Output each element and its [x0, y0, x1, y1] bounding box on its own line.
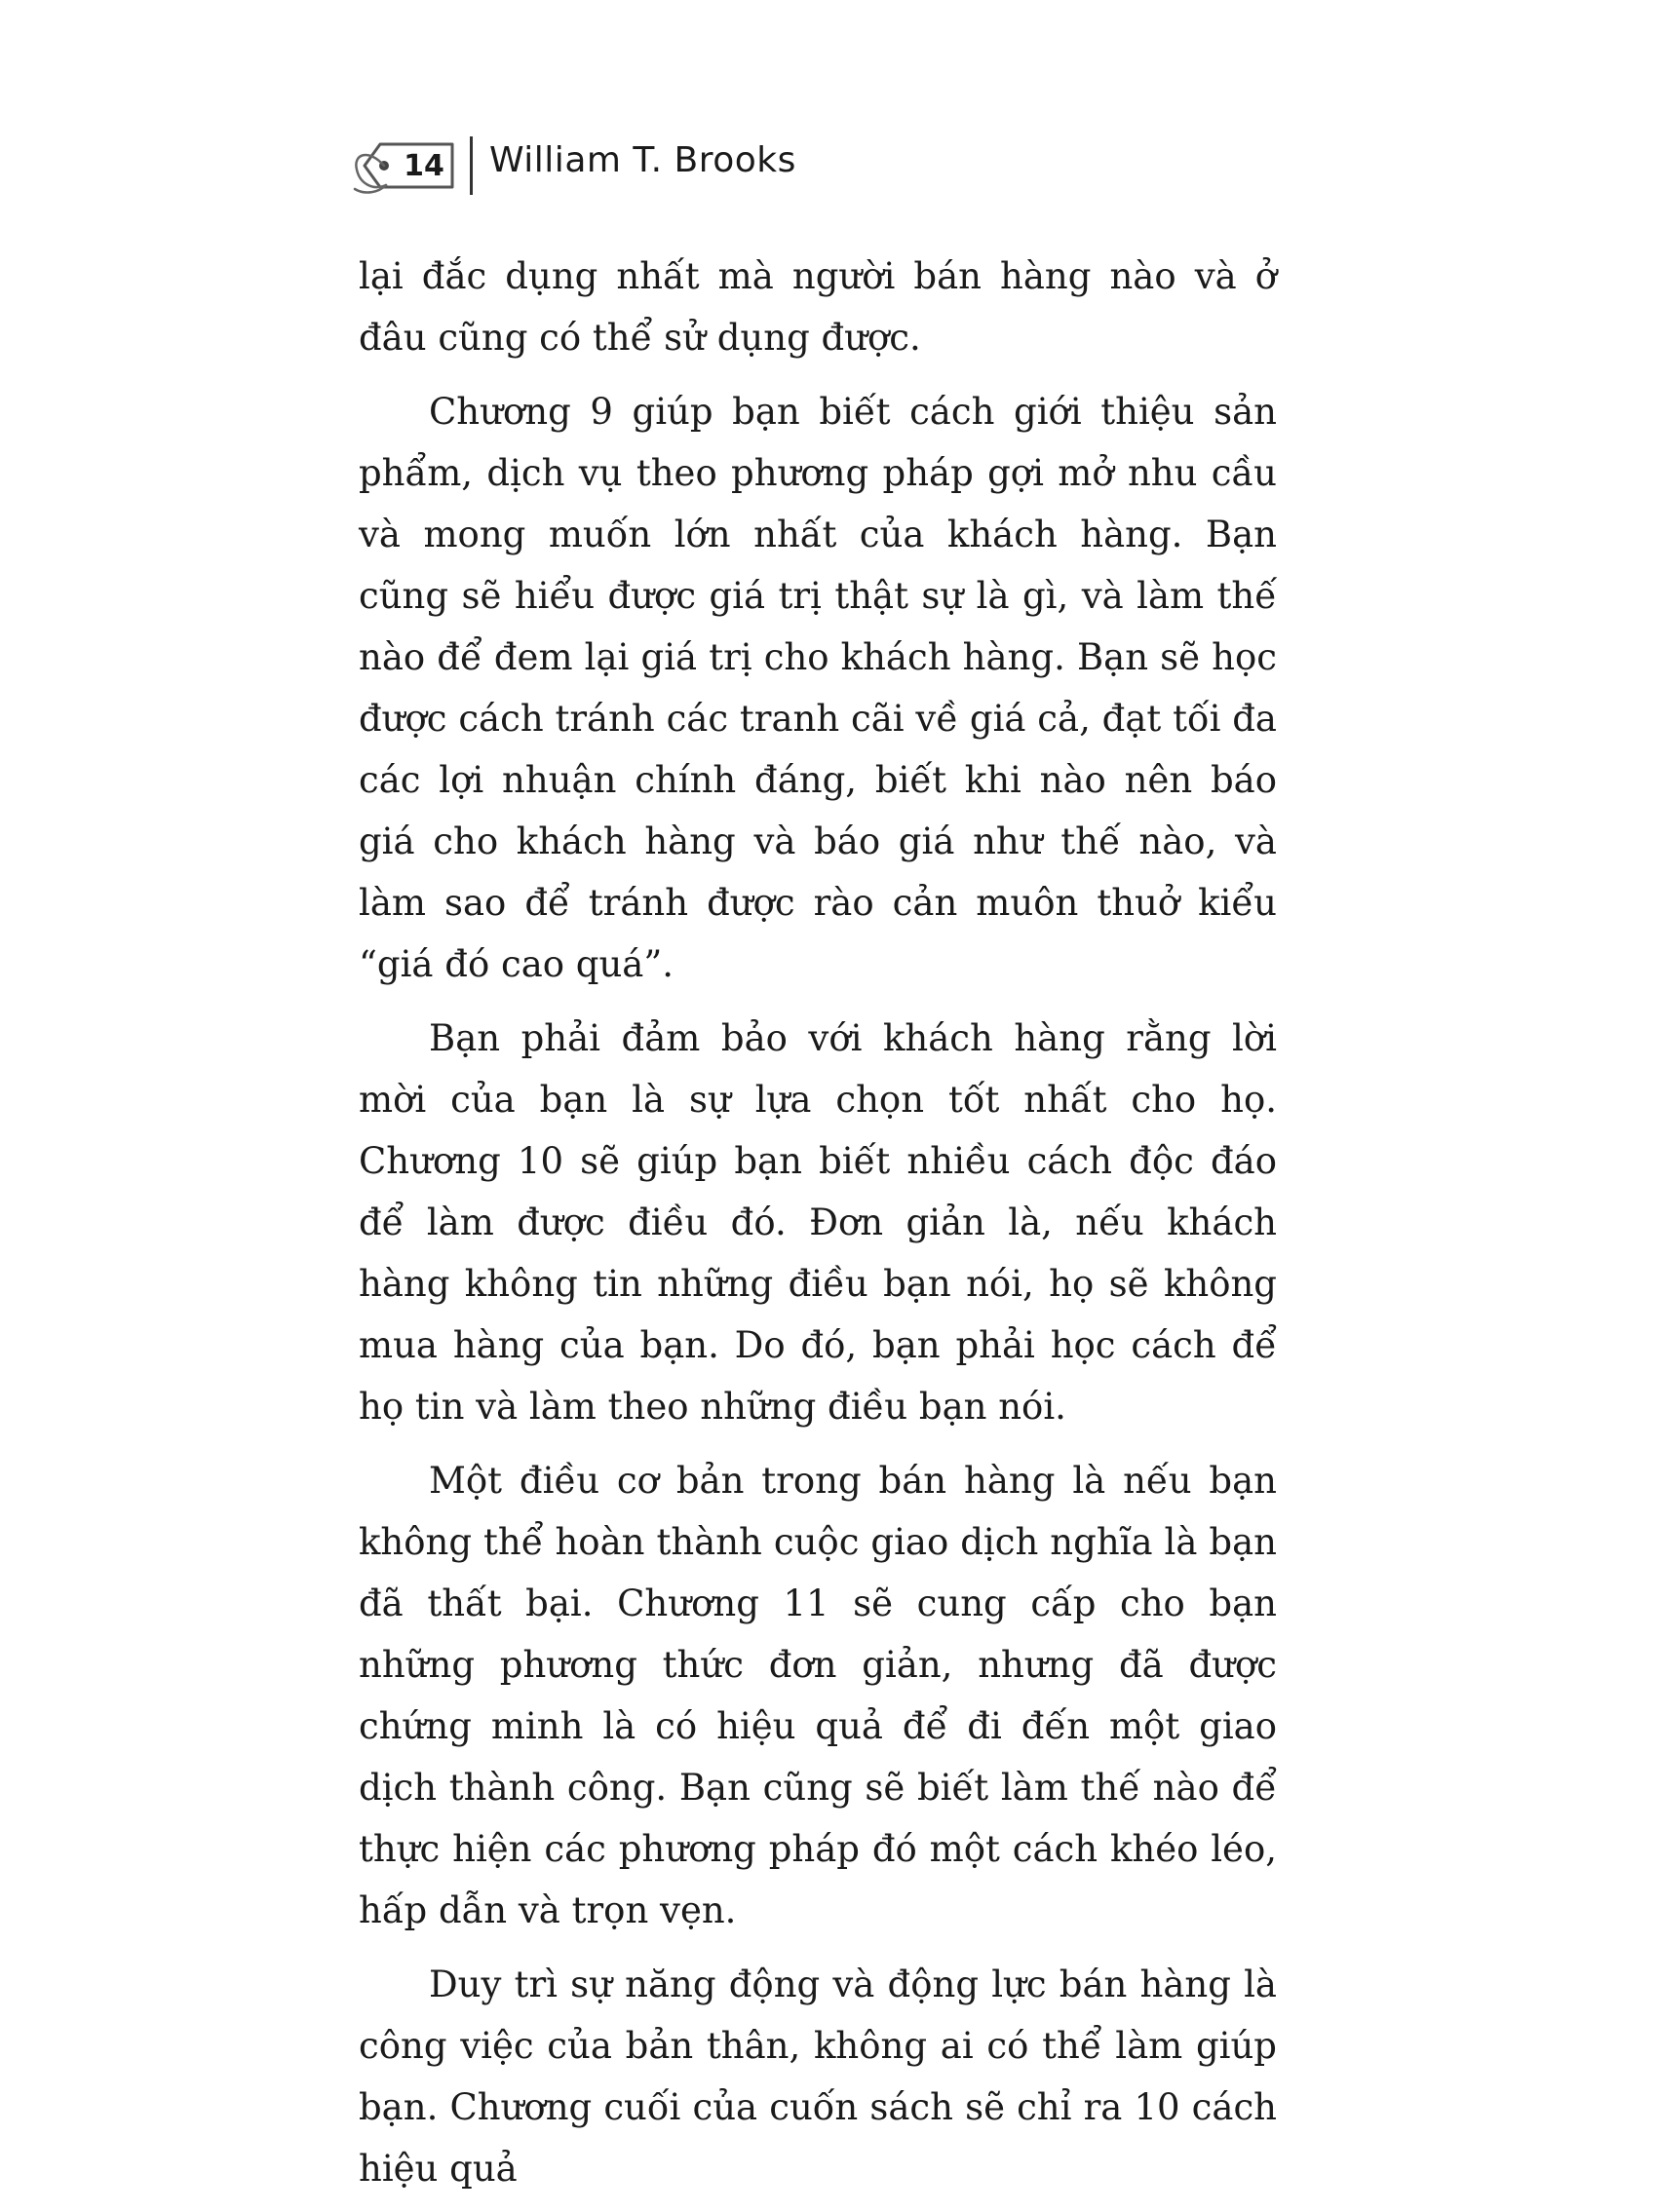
page-number: 14 [404, 149, 444, 183]
paragraph: Duy trì sự năng động và động lực bán hàng là công việc của bản thân, không ai có thể làm giúp bạn. Chương cuối của cuốn sách sẽ chỉ ra 10 cách hiệu quả [359, 1964, 1277, 2190]
paragraph: Chương 9 giúp bạn biết cách giới thiệu sản phẩm, dịch vụ theo phương pháp gợi mở nhu cầu và mong muốn lớn nhất của khách hàng. Bạn cũng sẽ hiểu được giá trị thật sự là gì, và làm thế nào để đem lại giá trị cho khách hàng. Bạn sẽ học được cách tránh các tranh cãi về giá cả, đạt tối đa các lợi nhuận chính đáng, biết khi nào nên báo giá cho khách hàng và báo giá như thế nào, và làm sao để tránh được rào cản muôn thuở kiểu “giá đó cao quá”. [359, 391, 1277, 985]
author-name: William T. Brooks [489, 140, 796, 180]
header-divider [470, 136, 473, 195]
paragraph: lại đắc dụng nhất mà người bán hàng nào và ở đâu cũng có thể sử dụng được. [359, 255, 1277, 359]
paragraph: Một điều cơ bản trong bán hàng là nếu bạn không thể hoàn thành cuộc giao dịch nghĩa là bạn đã thất bại. Chương 11 sẽ cung cấp cho bạn những phương thức đơn giản, nhưng đã được chứng minh là có hiệu quả để đi đến một giao dịch thành công. Bạn cũng sẽ biết làm thế nào để thực hiện các phương pháp đó một cách khéo léo, hấp dẫn và trọn vẹn. [359, 1460, 1277, 1931]
paragraph: Bạn phải đảm bảo với khách hàng rằng lời mời của bạn là sự lựa chọn tốt nhất cho họ. Chương 10 sẽ giúp bạn biết nhiều cách độc đáo để làm được điều đó. Đơn giản là, nếu khách hàng không tin những điều bạn nói, họ sẽ không mua hàng của bạn. Do đó, bạn phải học cách để họ tin và làm theo những điều bạn nói. [359, 1017, 1277, 1428]
body-text [359, 246, 1277, 2212]
